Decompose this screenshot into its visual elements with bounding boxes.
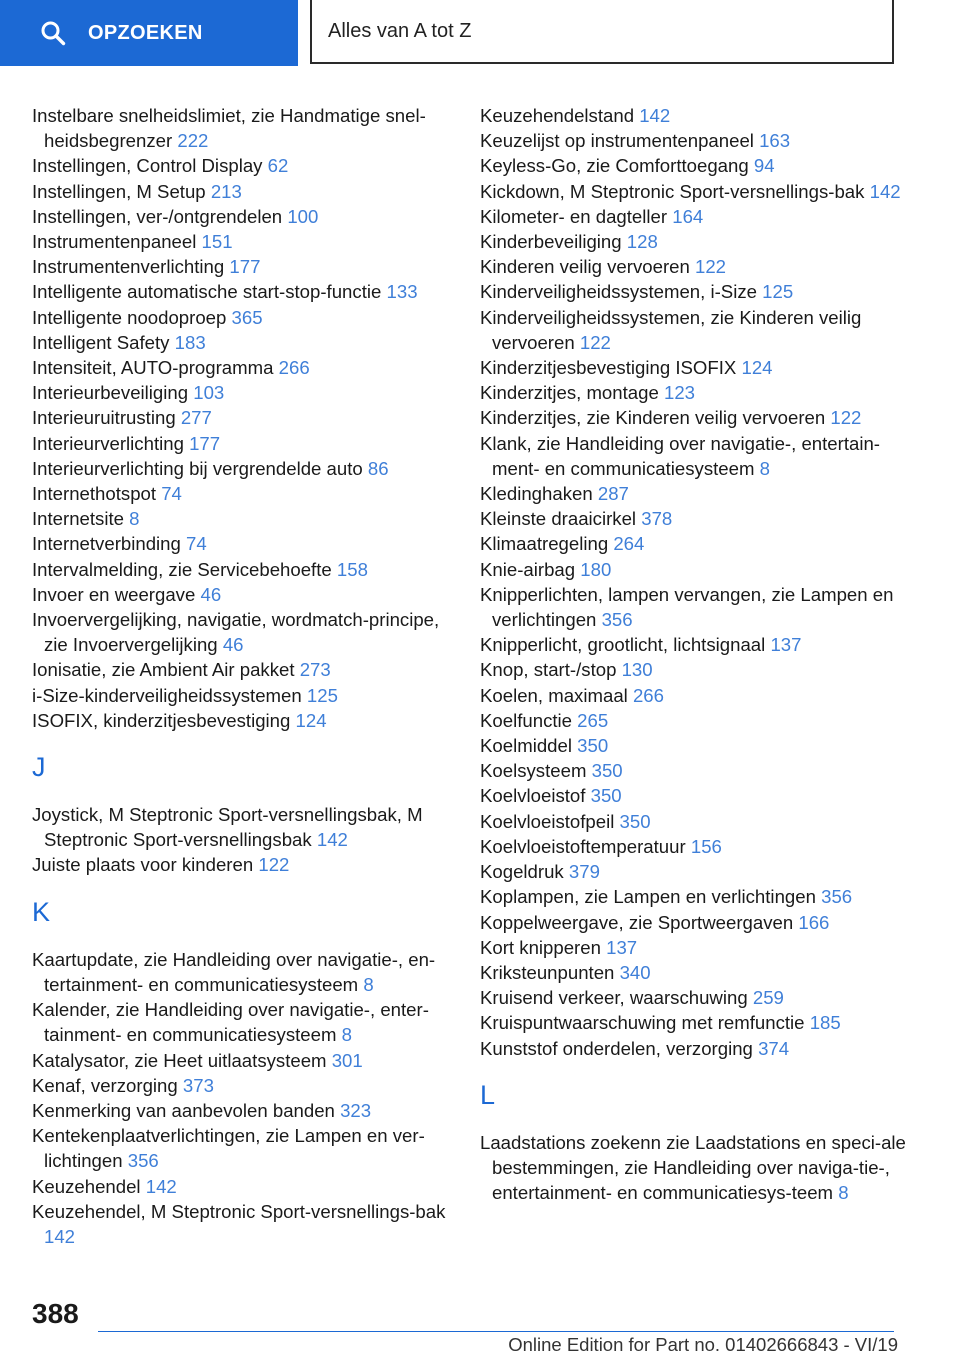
page-reference-link[interactable]: 350 <box>577 735 609 757</box>
index-entry <box>32 330 462 355</box>
index-entry <box>32 279 462 304</box>
page-reference-link[interactable]: 266 <box>632 684 664 706</box>
page-reference-link[interactable]: 86 <box>367 457 389 479</box>
entry-text: Instellingen, Control Display <box>32 155 263 177</box>
page-reference-link[interactable]: 356 <box>127 1150 159 1172</box>
page-reference-link[interactable]: 340 <box>619 961 651 983</box>
page-reference-link[interactable]: 142 <box>44 1225 76 1247</box>
page-reference-link[interactable]: 163 <box>759 130 791 152</box>
page-reference-link[interactable]: 142 <box>316 829 348 851</box>
entry-text: Kenmerking van aanbevolen banden <box>32 1099 335 1121</box>
index-entry <box>32 802 462 852</box>
entry-text: Kogeldruk <box>480 861 564 883</box>
page-reference-link[interactable]: 133 <box>386 281 418 303</box>
index-entry <box>32 506 462 531</box>
index-entry <box>32 254 462 279</box>
page-reference-link[interactable]: 8 <box>759 457 770 479</box>
page-reference-link[interactable]: 128 <box>626 231 658 253</box>
index-entry <box>480 708 920 733</box>
entry-text: Instrumentenpaneel <box>32 231 197 253</box>
page-reference-link[interactable]: 8 <box>363 973 374 995</box>
page-reference-link[interactable]: 273 <box>299 659 331 681</box>
page-reference-link[interactable]: 122 <box>579 331 611 353</box>
entry-text: Koelsysteem <box>480 760 587 782</box>
entry-text: Intelligent Safety <box>32 331 170 353</box>
index-entry <box>480 910 920 935</box>
page-reference-link[interactable]: 177 <box>189 432 221 454</box>
index-entry <box>32 683 462 708</box>
index-entry <box>32 947 462 997</box>
index-entry <box>480 935 920 960</box>
index-entry <box>32 153 462 178</box>
entry-text: Koelmiddel <box>480 735 572 757</box>
entry-text: Intelligente noodoproep <box>32 306 227 328</box>
entry-text: Kaartupdate, zie Handleiding over navigatie-, en‐tertainment- en communicatiesysteem <box>32 948 436 995</box>
entry-text: Koelvloeistoftemperatuur <box>480 835 686 857</box>
index-entry <box>480 204 920 229</box>
page-reference-link[interactable]: 378 <box>641 508 673 530</box>
index-entry <box>480 683 920 708</box>
entry-text: Kunststof onderdelen, verzorging <box>480 1037 753 1059</box>
index-entry <box>480 783 920 808</box>
index-entry <box>32 456 462 481</box>
page-reference-link[interactable]: 137 <box>606 936 638 958</box>
index-entry <box>480 531 920 556</box>
index-entry <box>32 103 462 153</box>
entry-text: Intervalmelding, zie Servicebehoefte <box>32 558 332 580</box>
page-number: 388 <box>32 1298 79 1329</box>
entry-text: Keuzelijst op instrumentenpaneel <box>480 130 754 152</box>
entry-text: Internetsite <box>32 508 124 530</box>
index-entry <box>32 355 462 380</box>
index-entry <box>32 1199 462 1249</box>
entry-text: Interieuruitrusting <box>32 407 176 429</box>
entry-text: Kilometer- en dagteller <box>480 205 668 227</box>
page-reference-link[interactable]: 259 <box>752 987 784 1009</box>
entry-text: Keuzehendel <box>32 1175 141 1197</box>
entry-text: Koplampen, zie Lampen en verlichtingen <box>480 886 816 908</box>
page-reference-link[interactable]: 151 <box>201 231 233 253</box>
entry-text: Kriksteunpunten <box>480 961 615 983</box>
page-reference-link[interactable]: 166 <box>798 911 830 933</box>
page-reference-link[interactable]: 8 <box>341 1024 352 1046</box>
entry-text: Koppelweergave, zie Sportweergaven <box>480 911 794 933</box>
entry-text: Invoervergelijking, navigatie, wordmatch-principe, zie Invoervergelijking <box>32 609 440 656</box>
page-reference-link[interactable]: 365 <box>231 306 263 328</box>
index-entry <box>480 1130 920 1206</box>
entry-text: Keuzehendel, M Steptronic Sport-versnellings‐bak <box>32 1200 446 1222</box>
page-reference-link[interactable]: 156 <box>690 835 722 857</box>
page-reference-link[interactable]: 323 <box>340 1099 372 1121</box>
entry-text: Kinderveiligheidssystemen, i-Size <box>480 281 757 303</box>
entry-text: Kalender, zie Handleiding over navigatie-, enter‐tainment- en communicatiesysteem <box>32 999 429 1046</box>
page-reference-link[interactable]: 123 <box>663 382 696 404</box>
entry-text: Ionisatie, zie Ambient Air pakket <box>32 659 295 681</box>
page-reference-link[interactable]: 125 <box>762 281 794 303</box>
page-reference-link[interactable]: 130 <box>621 659 653 681</box>
section-title: Alles van A tot Z <box>310 0 894 64</box>
entry-text: Laadstations zoekenn zie Laadstations en speci‐ale bestemmingen, zie Handleiding over naviga‐tie-, entertainment- en communicatiesys‐teem <box>480 1131 906 1204</box>
footer-divider <box>98 1331 894 1332</box>
index-entry <box>32 179 462 204</box>
entry-text: Instrumentenverlichting <box>32 256 225 278</box>
page-reference-link[interactable]: 350 <box>619 810 651 832</box>
page-reference-link[interactable]: 142 <box>145 1175 177 1197</box>
entry-text: Interieurbeveiliging <box>32 382 189 404</box>
page-reference-link[interactable]: 177 <box>229 256 261 278</box>
index-entry <box>480 733 920 758</box>
page-reference-link[interactable]: 379 <box>568 861 600 883</box>
index-entry <box>32 997 462 1047</box>
page-reference-link[interactable]: 266 <box>278 357 310 379</box>
page-reference-link[interactable]: 301 <box>331 1049 363 1071</box>
search-label: OPZOEKEN <box>88 21 203 44</box>
index-entry <box>32 852 462 877</box>
entry-text: Kleinste draaicirkel <box>480 508 637 530</box>
entry-text: Kickdown, M Steptronic Sport-versnellings‐bak <box>480 180 865 202</box>
entry-text: Instelbare snelheidslimiet, zie Handmatige snel‐heidsbegrenzer <box>32 105 426 152</box>
page-reference-link[interactable]: 62 <box>267 155 289 177</box>
entry-text: i-Size-kinderveiligheidssystemen <box>32 684 302 706</box>
entry-text: Kinderbeveiliging <box>480 231 622 253</box>
index-entry <box>480 884 920 909</box>
index-entry <box>480 355 920 380</box>
page-reference-link[interactable]: 122 <box>695 256 727 278</box>
page-reference-link[interactable]: 142 <box>869 180 901 202</box>
entry-text: Interieurverlichting bij vergrendelde auto <box>32 457 363 479</box>
page-reference-link[interactable]: 158 <box>336 558 368 580</box>
index-entry <box>480 305 920 355</box>
entry-text: Intensiteit, AUTO-programma <box>32 357 274 379</box>
index-entry <box>32 204 462 229</box>
page-reference-link[interactable]: 287 <box>597 483 629 505</box>
index-entry <box>32 582 462 607</box>
entry-text: Kinderveiligheidssystemen, zie Kinderen veilig vervoeren <box>480 306 862 353</box>
page-reference-link[interactable]: 74 <box>186 533 207 555</box>
edition-footer: Online Edition for Part no. 01402666843 - VI/19 <box>508 1334 898 1355</box>
search-button[interactable] <box>0 0 298 66</box>
page-reference-link[interactable]: 350 <box>591 760 623 782</box>
page-reference-link[interactable]: 46 <box>222 634 244 656</box>
page-reference-link[interactable]: 124 <box>741 357 773 379</box>
page-reference-link[interactable]: 213 <box>210 180 242 202</box>
entry-text: Kinderzitjes, montage <box>480 382 659 404</box>
index-entry <box>32 1073 462 1098</box>
entry-text: Koelen, maximaal <box>480 684 628 706</box>
index-entry <box>32 229 462 254</box>
index-entry <box>480 1036 920 1061</box>
page-reference-link[interactable]: 122 <box>258 854 290 876</box>
index-entry <box>480 809 920 834</box>
page-reference-link[interactable]: 94 <box>753 155 775 177</box>
page-reference-link[interactable]: 350 <box>590 785 622 807</box>
entry-text: Instellingen, M Setup <box>32 180 206 202</box>
page-reference-link[interactable]: 264 <box>613 533 645 555</box>
index-entry <box>32 531 462 556</box>
index-entry <box>480 380 920 405</box>
entry-text: Keyless-Go, zie Comforttoegang <box>480 155 749 177</box>
index-entry <box>32 1174 462 1199</box>
entry-text: Internethotspot <box>32 483 157 505</box>
entry-text: Knop, start-/stop <box>480 659 617 681</box>
page-reference-link[interactable]: 74 <box>161 483 182 505</box>
entry-text: Kledinghaken <box>480 483 593 505</box>
entry-text: Kruispuntwaarschuwing met remfunctie <box>480 1012 805 1034</box>
page-reference-link[interactable]: 373 <box>182 1074 214 1096</box>
index-entry <box>480 582 920 632</box>
index-entry <box>480 431 920 481</box>
entry-text: Koelvloeistof <box>480 785 586 807</box>
entry-text: Intelligente automatische start-stop-functie <box>32 281 382 303</box>
page-reference-link[interactable]: 356 <box>821 886 853 908</box>
entry-text: Knie-airbag <box>480 558 576 580</box>
entry-text: Interieurverlichting <box>32 432 184 454</box>
index-entry <box>32 1098 462 1123</box>
page-reference-link[interactable]: 180 <box>580 558 612 580</box>
page-reference-link[interactable]: 183 <box>174 331 206 353</box>
search-icon <box>40 20 66 46</box>
entry-text: Koelvloeistofpeil <box>480 810 615 832</box>
index-column-left <box>32 103 462 1249</box>
index-entry <box>32 431 462 456</box>
page-reference-link[interactable]: 124 <box>295 709 327 731</box>
entry-text: Kinderzitjes, zie Kinderen veilig vervoeren <box>480 407 826 429</box>
page-reference-link[interactable]: 164 <box>672 205 704 227</box>
entry-text: Klimaatregeling <box>480 533 609 555</box>
index-entry <box>480 128 920 153</box>
index-entry <box>32 1048 462 1073</box>
entry-text: ISOFIX, kinderzitjesbevestiging <box>32 709 291 731</box>
page-reference-link[interactable]: 356 <box>601 609 633 631</box>
index-entry <box>480 279 920 304</box>
entry-text: Katalysator, zie Heet uitlaatsysteem <box>32 1049 327 1071</box>
entry-text: Kenaf, verzorging <box>32 1074 178 1096</box>
section-letter: K <box>32 896 51 927</box>
section-letter: J <box>32 752 46 783</box>
index-entry <box>480 153 920 178</box>
index-entry <box>480 103 920 128</box>
index-entry <box>480 481 920 506</box>
entry-text: Kinderen veilig vervoeren <box>480 256 690 278</box>
page-reference-link[interactable]: 100 <box>287 205 319 227</box>
page-reference-link[interactable]: 122 <box>830 407 862 429</box>
page-reference-link[interactable]: 142 <box>639 105 671 126</box>
page-reference-link[interactable]: 46 <box>200 583 222 605</box>
entry-text: Invoer en weergave <box>32 583 196 605</box>
top-bar <box>0 0 960 66</box>
page-reference-link[interactable]: 103 <box>193 382 225 404</box>
index-entry <box>32 557 462 582</box>
index-entry <box>480 1010 920 1035</box>
index-entry <box>480 179 920 204</box>
entry-text: Kinderzitjesbevestiging ISOFIX <box>480 357 737 379</box>
page-reference-link[interactable]: 125 <box>306 684 338 706</box>
entry-text: Juiste plaats voor kinderen <box>32 854 254 876</box>
page-reference-link[interactable]: 277 <box>180 407 212 429</box>
index-entry <box>32 607 462 657</box>
index-entry <box>480 960 920 985</box>
page-reference-link[interactable]: 137 <box>770 634 802 656</box>
index-entry <box>480 859 920 884</box>
entry-text: Kruisend verkeer, waarschuwing <box>480 987 748 1009</box>
page-reference-link[interactable]: 185 <box>809 1012 841 1034</box>
entry-text: Keuzehendelstand <box>480 105 635 126</box>
index-entry <box>480 834 920 859</box>
section-letter: L <box>480 1079 496 1110</box>
index-entry <box>480 557 920 582</box>
entry-text: Instellingen, ver-/ontgrendelen <box>32 205 283 227</box>
page-reference-link[interactable]: 265 <box>577 709 609 731</box>
index-entry <box>480 758 920 783</box>
index-entry <box>480 657 920 682</box>
entry-text: Kort knipperen <box>480 936 601 958</box>
entry-text: Klank, zie Handleiding over navigatie-, entertain‐ment- en communicatiesysteem <box>480 432 880 479</box>
index-column-right <box>480 103 920 1205</box>
index-entry <box>32 708 462 733</box>
page-reference-link[interactable]: 374 <box>758 1037 790 1059</box>
page-reference-link[interactable]: 222 <box>177 130 209 152</box>
page-reference-link[interactable]: 8 <box>129 508 140 530</box>
index-entry <box>32 380 462 405</box>
index-entry <box>32 657 462 682</box>
index-entry <box>32 481 462 506</box>
index-entry <box>480 254 920 279</box>
index-entry <box>480 632 920 657</box>
index-entry <box>480 405 920 430</box>
entry-text: Kentekenplaatverlichtingen, zie Lampen en ver‐lichtingen <box>32 1125 425 1172</box>
index-entry <box>32 305 462 330</box>
page-reference-link[interactable]: 8 <box>838 1182 849 1204</box>
entry-text: Knipperlicht, grootlicht, lichtsignaal <box>480 634 766 656</box>
index-entry <box>480 985 920 1010</box>
index-entry <box>32 405 462 430</box>
entry-text: Joystick, M Steptronic Sport-versnellingsbak, M Steptronic Sport-versnellingsbak <box>32 804 423 851</box>
entry-text: Knipperlichten, lampen vervangen, zie Lampen en verlichtingen <box>480 583 894 631</box>
index-entry <box>480 506 920 531</box>
index-entry <box>32 1123 462 1173</box>
entry-text: Internetverbinding <box>32 533 181 555</box>
entry-text: Koelfunctie <box>480 709 572 731</box>
index-entry <box>480 229 920 254</box>
